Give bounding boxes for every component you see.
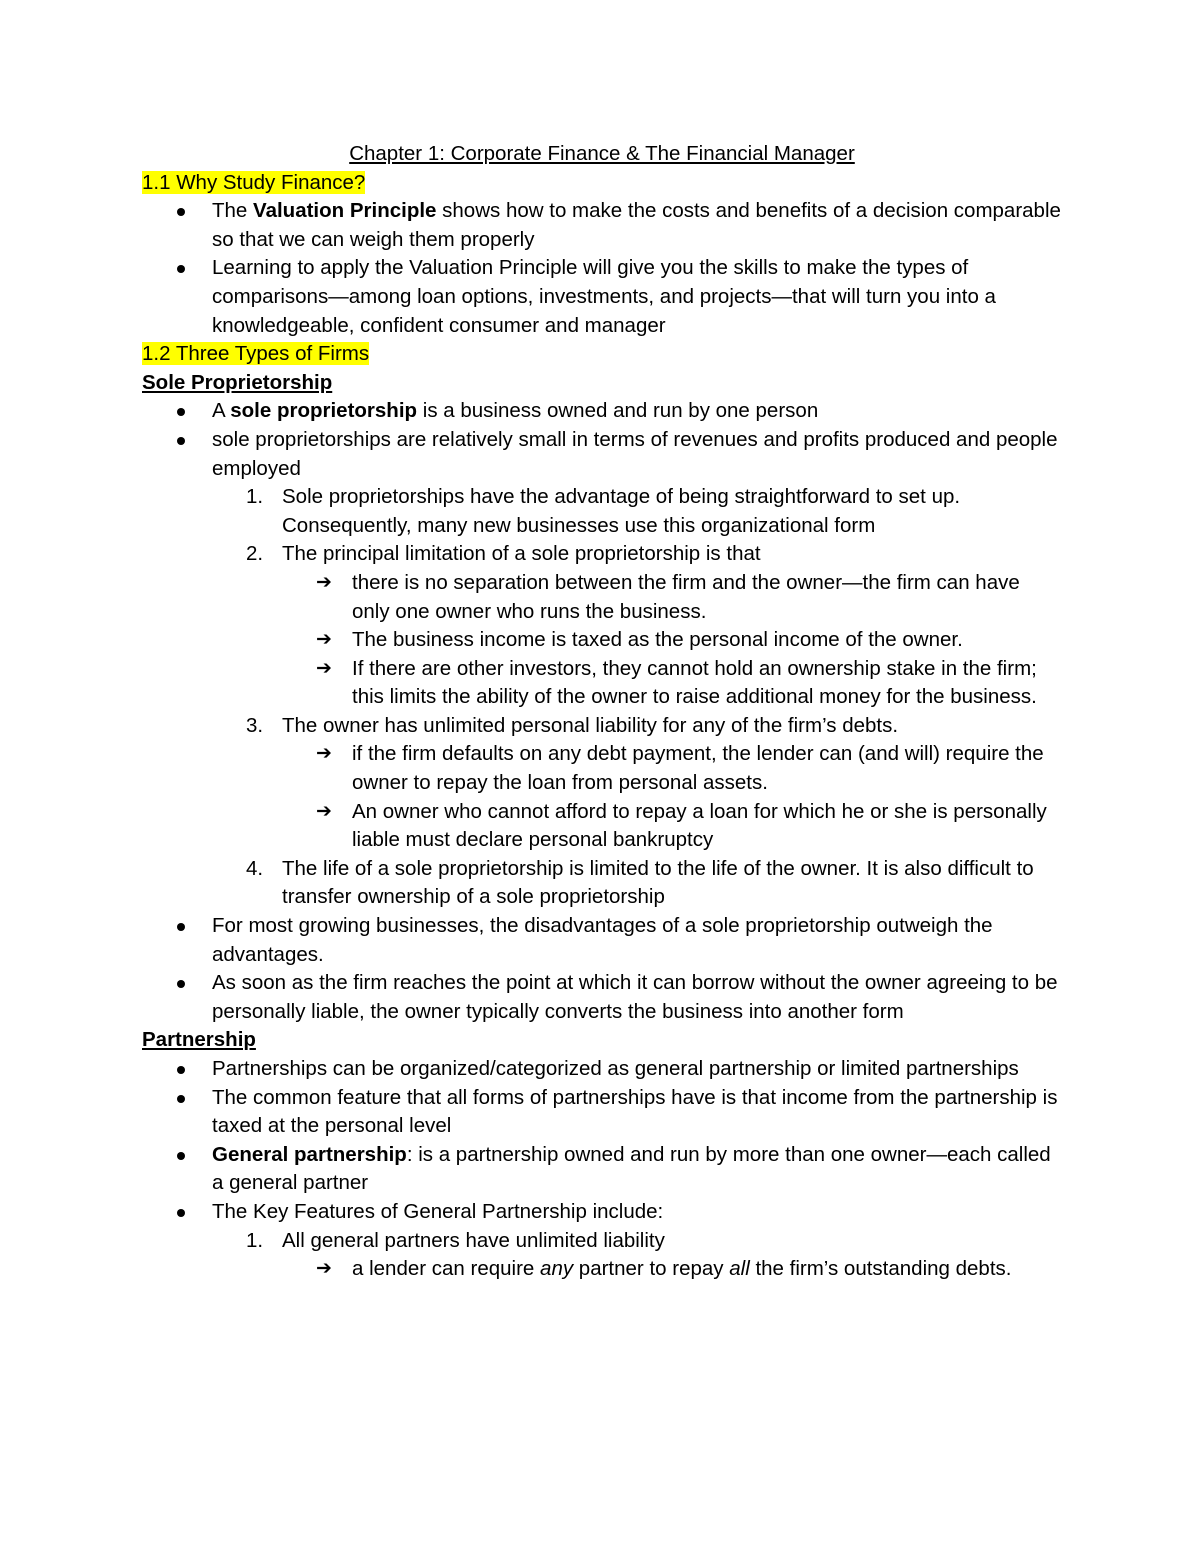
- bold-term: General partnership: [212, 1142, 407, 1166]
- document-body: [142, 140, 1062, 1284]
- bullet-icon: [177, 265, 185, 273]
- arrow-item: ➔ An owner who cannot afford to repay a loan for which he or she is personally liable must declare personal bankruptcy: [316, 799, 1047, 852]
- list-item: General partnership: is a partnership owned and run by more than one owner—each called a general partner: [142, 1141, 1062, 1198]
- subheading-partnership: Partnership: [142, 1028, 256, 1052]
- bold-term: Valuation Principle: [253, 199, 437, 223]
- arrow-list: [282, 740, 1062, 854]
- list-item: The Key Features of General Partnership include: 1. All general partners have unlimited liability ➔ a lender can require any partner to repay all the firm’s outstanding debts.: [142, 1198, 1062, 1284]
- arrow-item: ➔ a lender can require any partner to repay all the firm’s outstanding debts.: [282, 1255, 1062, 1284]
- list-item: Partnerships can be organized/categorized as general partnership or limited partnerships: [142, 1055, 1062, 1084]
- numbered-item: 1. All general partners have unlimited liability ➔ a lender can require any partner to repay all the firm’s outstanding debts.: [212, 1227, 1062, 1284]
- bullet-icon: [177, 1152, 185, 1160]
- arrow-item: ➔ If there are other investors, they cannot hold an ownership stake in the firm; this limits the ability of the owner to raise additional money for the business.: [316, 656, 1037, 709]
- list-item: The common feature that all forms of partnerships have is that income from the partnership is taxed at the personal level: [142, 1084, 1062, 1141]
- page-title: Chapter 1: Corporate Finance & The Financial Manager: [349, 142, 855, 165]
- section-heading-why-study-finance: [142, 169, 1062, 198]
- italic-text: all: [729, 1257, 750, 1281]
- numbered-item: 3. The owner has unlimited personal liability for any of the firm’s debts. ➔ if the firm defaults on any debt payment, the lender can (and will) require the owner to repay the loan from personal assets. ➔ An owner who cannot afford to repay a loan for which he or she is personally liable must declare personal bankruptcy: [212, 712, 1062, 855]
- arrow-right-icon: ➔: [316, 657, 332, 679]
- arrow-right-icon: ➔: [316, 1258, 332, 1280]
- highlighted-heading: 1.2 Three Types of Firms: [142, 342, 370, 366]
- numbered-list: [212, 483, 1062, 912]
- bullet-icon: [177, 1209, 185, 1217]
- bullet-list: [142, 1055, 1062, 1284]
- list-item: sole proprietorships are relatively small in terms of revenues and profits produced and people employed 1. Sole proprietorships have the advantage of being straightforward to set up. Consequently, many new businesses use this organizational form 2. The principal limitation of a sole proprietorship is that ➔ there is no separation between the firm and the owner—the firm can have only one owner who runs the business. ➔ The business income is taxed as the personal income of the owner. ➔ If there are other investors, they cannot hold an ownership stake in the firm; this limits the ability of the owner to raise additional money for the business. 3. The owner has unlimited personal liability for any of the firm’s debts. ➔ if the firm defaults on any debt payment, the lender can (and will) require the owner to repay the loan from personal assets. ➔ An owner who cannot afford to repay a loan for which he or she is personally liable must declare personal bankruptcy 4. The life of a sole proprietorship is limited to the life of the owner. It is also difficult to transfer ownership of a sole proprietorship: [142, 426, 1062, 912]
- list-item: Learning to apply the Valuation Principle will give you the skills to make the types of comparisons—among loan options, investments, and projects—that will turn you into a knowledgeable, confident consumer and manager: [142, 254, 1062, 340]
- arrow-list: [282, 1255, 1062, 1284]
- bullet-icon: [177, 1066, 185, 1074]
- arrow-right-icon: ➔: [316, 800, 332, 822]
- italic-text: any: [540, 1257, 574, 1281]
- arrow-right-icon: ➔: [316, 743, 332, 765]
- numbered-item: 2. The principal limitation of a sole proprietorship is that ➔ there is no separation between the firm and the owner—the firm can have only one owner who runs the business. ➔ The business income is taxed as the personal income of the owner. ➔ If there are other investors, they cannot hold an ownership stake in the firm; this limits the ability of the owner to raise additional money for the business.: [212, 540, 1062, 712]
- arrow-right-icon: ➔: [316, 629, 332, 651]
- bullet-icon: [177, 1095, 185, 1103]
- arrow-item: ➔ The business income is taxed as the personal income of the owner.: [282, 626, 1062, 655]
- bullet-icon: [177, 980, 185, 988]
- section-heading-three-types-of-firms: [142, 340, 1062, 369]
- list-item: For most growing businesses, the disadvantages of a sole proprietorship outweigh the advantages.: [142, 912, 1062, 969]
- arrow-list: [282, 569, 1062, 712]
- list-item: A sole proprietorship is a business owned and run by one person: [142, 397, 1062, 426]
- bullet-icon: [177, 208, 185, 216]
- bullet-list: [142, 197, 1062, 340]
- subheading-sole-proprietorship: Sole Proprietorship: [142, 370, 333, 394]
- highlighted-heading: 1.1 Why Study Finance?: [142, 170, 366, 194]
- bullet-icon: [177, 408, 185, 416]
- arrow-item: ➔ there is no separation between the firm and the owner—the firm can have only one owner who runs the business.: [316, 570, 1020, 623]
- numbered-item: 1. Sole proprietorships have the advantage of being straightforward to set up. Consequently, many new businesses use this organizational form: [246, 485, 961, 537]
- list-item: The Valuation Principle shows how to make the costs and benefits of a decision comparable so that we can weigh them properly: [142, 197, 1062, 254]
- bold-term: sole proprietorship: [230, 399, 418, 423]
- numbered-item: 4. The life of a sole proprietorship is limited to the life of the owner. It is also difficult to transfer ownership of a sole proprietorship: [246, 856, 1034, 909]
- numbered-list: [212, 1227, 1062, 1284]
- bullet-list: [142, 397, 1062, 1026]
- bullet-icon: [177, 437, 185, 445]
- arrow-item: ➔ if the firm defaults on any debt payment, the lender can (and will) require the owner to repay the loan from personal assets.: [316, 742, 1044, 795]
- bullet-icon: [177, 923, 185, 931]
- list-item: As soon as the firm reaches the point at which it can borrow without the owner agreeing to be personally liable, the owner typically converts the business into another form: [142, 969, 1062, 1026]
- arrow-right-icon: ➔: [316, 571, 332, 593]
